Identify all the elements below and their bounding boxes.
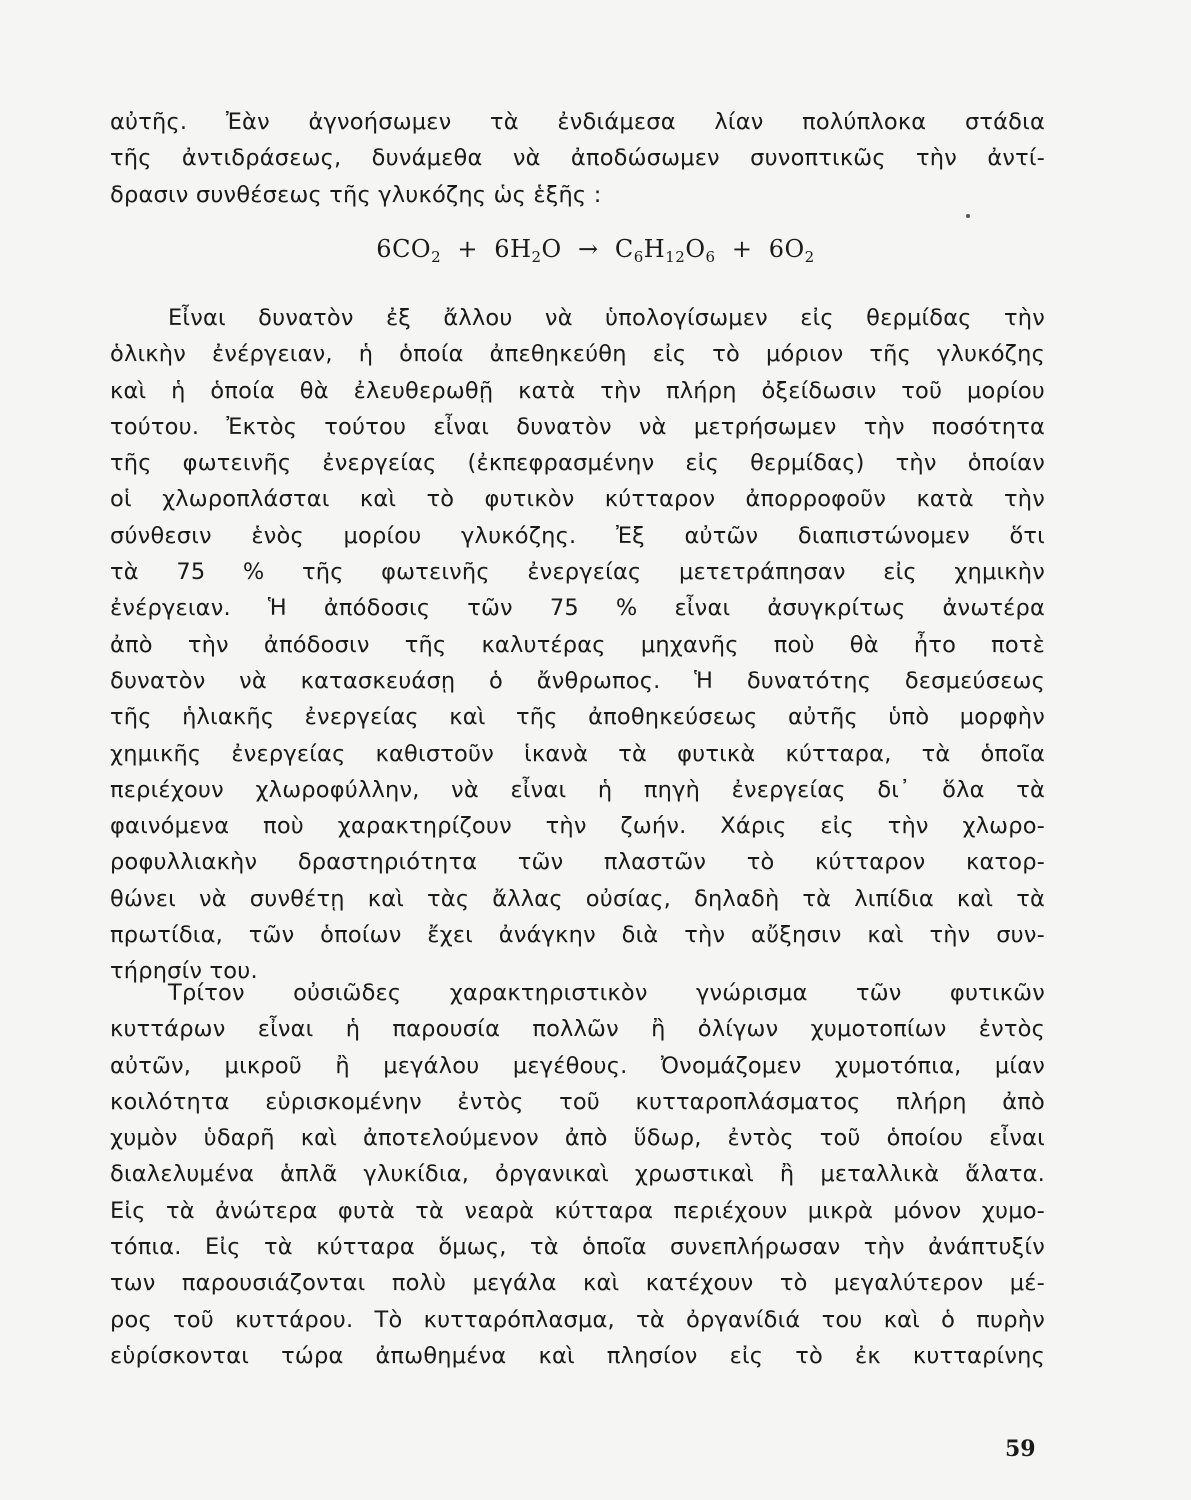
text-line: τῆς ἡλιακῆς ἐνεργείας καὶ τῆς ἀποθηκεύσεως αὐτῆς ὑπὸ μορφὴν [110, 704, 1045, 731]
text-line: περιέχουν χλωροφύλλην, νὰ εἶναι ἡ πηγὴ ἐνεργείας δι᾽ ὅλα τὰ [110, 776, 1045, 803]
equation-term: H [643, 235, 666, 263]
text-line: Εἶναι δυνατὸν ἐξ ἄλλου νὰ ὑπολογίσωμεν εἰς θερμίδας τὴν [168, 305, 1045, 331]
equation-term: O [685, 235, 706, 263]
equation-term: 6CO [376, 235, 432, 263]
paragraph-3 [110, 975, 1045, 1374]
text-line: τόπια. Εἰς τὰ κύτταρα ὅμως, τὰ ὁποῖα συνεπλήρωσαν τὴν ἀνάπτυξίν [110, 1234, 1045, 1261]
text-line: Εἰς τὰ ἀνώτερα φυτὰ τὰ νεαρὰ κύτταρα περιέχουν μικρὰ μόνον χυμο- [110, 1197, 1045, 1224]
text-line: φαινόμενα ποὺ χαρακτηρίζουν τὴν ζωήν. Χάρις εἰς τὴν χλωρο- [110, 813, 1045, 840]
text-line: ροφυλλιακὴν δραστηριότητα τῶν πλαστῶν τὸ κύτταρον κατορ- [110, 849, 1045, 876]
paragraph-2 [110, 300, 1045, 990]
text-line: τήρησίν του. [110, 958, 258, 985]
paragraph-1 [110, 104, 1045, 213]
equation-term: 6H [494, 235, 532, 263]
equation-term: 6O [768, 235, 805, 263]
text-line: αὐτῶν, μικροῦ ἢ μεγάλου μεγέθους. Ὀνομάζομεν χυμοτόπια, μίαν [110, 1052, 1045, 1079]
text-line: τὰ 75 % τῆς φωτεινῆς ἐνεργείας μετετράπησαν εἰς χημικὴν [110, 559, 1045, 586]
text-line: θώνει νὰ συνθέτῃ καὶ τὰς ἄλλας οὐσίας, δηλαδὴ τὰ λιπίδια καὶ τὰ [110, 885, 1045, 912]
text-line: καὶ ἡ ὁποία θὰ ἐλευθερωθῇ κατὰ τὴν πλήρη ὀξείδωσιν τοῦ μορίου [110, 377, 1045, 404]
text-line: τῆς ἀντιδράσεως, δυνάμεθα νὰ ἀποδώσωμεν συνοπτικῶς τὴν ἀντί- [110, 145, 1045, 172]
equation-term: C [614, 235, 634, 263]
ink-speck [966, 214, 970, 218]
equation-plus: + [731, 235, 753, 263]
text-line: κοιλότητα εὑρισκομένην ἐντὸς τοῦ κυτταροπλάσματος πλήρη ἀπὸ [110, 1088, 1045, 1115]
equation-subscript: 2 [531, 248, 542, 266]
text-line: των παρουσιάζονται πολὺ μεγάλα καὶ κατέχουν τὸ μεγαλύτερον μέ- [110, 1270, 1045, 1297]
text-line: εὑρίσκονται τώρα ἀπωθημένα καὶ πλησίον εἰς τὸ ἐκ κυτταρίνης [110, 1342, 1045, 1369]
text-line: διαλελυμένα ἁπλᾶ γλυκίδια, ὀργανικαὶ χρωστικαὶ ἢ μεταλλικὰ ἅλατα. [110, 1161, 1045, 1188]
text-line: χημικῆς ἐνεργείας καθιστοῦν ἱκανὰ τὰ φυτικὰ κύτταρα, τὰ ὁποῖα [110, 740, 1045, 767]
text-line: σύνθεσιν ἑνὸς μορίου γλυκόζης. Ἐξ αὐτῶν διαπιστώνομεν ὅτι [110, 522, 1045, 549]
text-line: χυμὸν ὑδαρῆ καὶ ἀποτελούμενον ἀπὸ ὕδωρ, ἐντὸς τοῦ ὁποίου εἶναι [110, 1125, 1045, 1152]
equation-plus: + [457, 235, 479, 263]
equation-arrow: → [578, 235, 599, 263]
equation-term: O [541, 235, 562, 263]
equation-subscript: 2 [804, 248, 815, 266]
equation-subscript: 2 [431, 248, 442, 266]
text-line: δυνατὸν νὰ κατασκευάσῃ ὁ ἄνθρωπος. Ἡ δυνατότης δεσμεύσεως [110, 667, 1045, 694]
text-line: κυττάρων εἶναι ἡ παρουσία πολλῶν ἢ ὀλίγων χυμοτοπίων ἐντὸς [110, 1016, 1045, 1043]
text-line: τῆς φωτεινῆς ἐνεργείας (ἐκπεφρασμένην εἰς θερμίδας) τὴν ὁποίαν [110, 450, 1045, 477]
text-line: πρωτίδια, τῶν ὁποίων ἔχει ἀνάγκην διὰ τὴν αὔξησιν καὶ τὴν συν- [110, 922, 1045, 949]
text-line: Τρίτον οὐσιῶδες χαρακτηριστικὸν γνώρισμα τῶν φυτικῶν [168, 980, 1045, 1006]
text-line: ρος τοῦ κυττάρου. Τὸ κυτταρόπλασμα, τὰ ὀργανίδιά του καὶ ὁ πυρὴν [110, 1306, 1045, 1333]
text-line: ὁλικὴν ἐνέργειαν, ἡ ὁποία ἀπεθηκεύθη εἰς τὸ μόριον τῆς γλυκόζης [110, 341, 1045, 368]
text-line: αὐτῆς. Ἐὰν ἀγνοήσωμεν τὰ ἐνδιάμεσα λίαν πολύπλοκα στάδια [110, 109, 1045, 135]
text-line: ἀπὸ τὴν ἀπόδοσιν τῆς καλυτέρας μηχανῆς ποὺ θὰ ἦτο ποτὲ [110, 631, 1045, 658]
photosynthesis-equation [0, 235, 1191, 266]
equation-subscript: 6 [633, 248, 644, 266]
text-line: δρασιν συνθέσεως τῆς γλυκόζης ὡς ἑξῆς : [110, 181, 602, 208]
equation-subscript: 6 [705, 248, 716, 266]
page-number: 59 [1005, 1436, 1036, 1462]
text-line: τούτου. Ἐκτὸς τούτου εἶναι δυνατὸν νὰ μετρήσωμεν τὴν ποσότητα [110, 413, 1045, 440]
text-line: οἱ χλωροπλάσται καὶ τὸ φυτικὸν κύτταρον ἀπορροφοῦν κατὰ τὴν [110, 486, 1045, 513]
text-line: ἐνέργειαν. Ἡ ἀπόδοσις τῶν 75 % εἶναι ἀσυγκρίτως ἀνωτέρα [110, 595, 1045, 622]
equation-subscript: 12 [665, 248, 686, 266]
